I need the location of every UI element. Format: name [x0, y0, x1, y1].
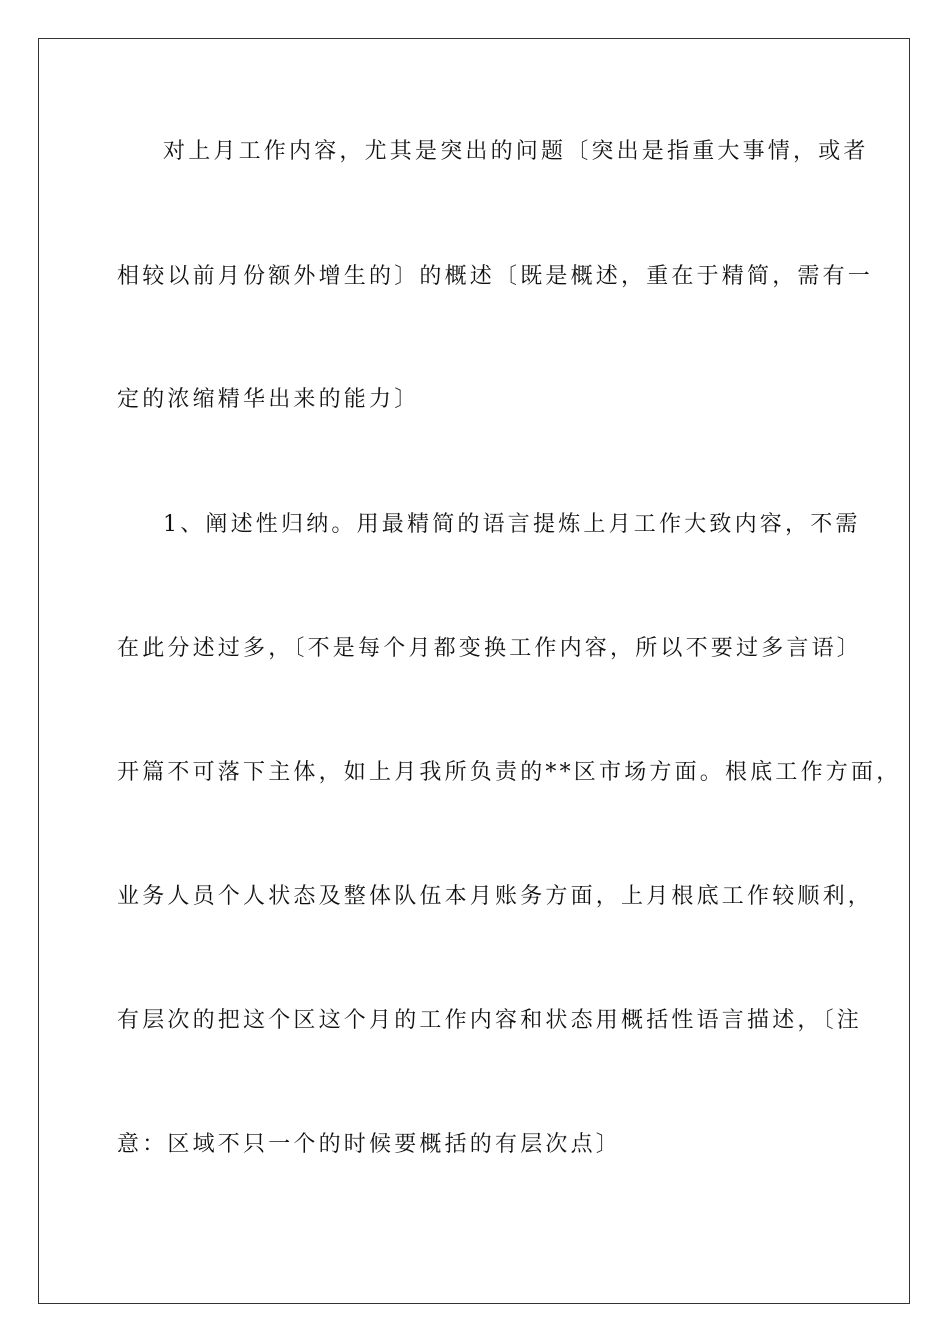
paragraph-1-line-1: 对上月工作内容，尤其是突出的问题〔突出是指重大事情，或者 — [163, 139, 869, 164]
paragraph-2-line-1: 1、阐述性归纳。用最精简的语言提炼上月工作大致内容，不需 — [163, 512, 861, 537]
paragraph-2-line-2: 在此分述过多，〔不是每个月都变换工作内容，所以不要过多言语〕 — [117, 636, 863, 661]
paragraph-1-line-2: 相较以前月份额外增生的〕的概述〔既是概述，重在于精简，需有一 — [117, 264, 874, 289]
paragraph-2-line-6: 意：区域不只一个的时候要概括的有层次点〕 — [117, 1132, 622, 1157]
paragraph-1-line-3: 定的浓缩精华出来的能力〕 — [117, 387, 420, 412]
paragraph-2-line-3: 开篇不可落下主体，如上月我所负责的**区市场方面。根底工作方面， — [117, 760, 902, 785]
paragraph-2-line-4: 业务人员个人状态及整体队伍本月账务方面，上月根底工作较顺利， — [117, 884, 874, 909]
page-border — [38, 38, 910, 1304]
paragraph-2-line-5: 有层次的把这个区这个月的工作内容和状态用概括性语言描述，〔注 — [117, 1008, 863, 1033]
